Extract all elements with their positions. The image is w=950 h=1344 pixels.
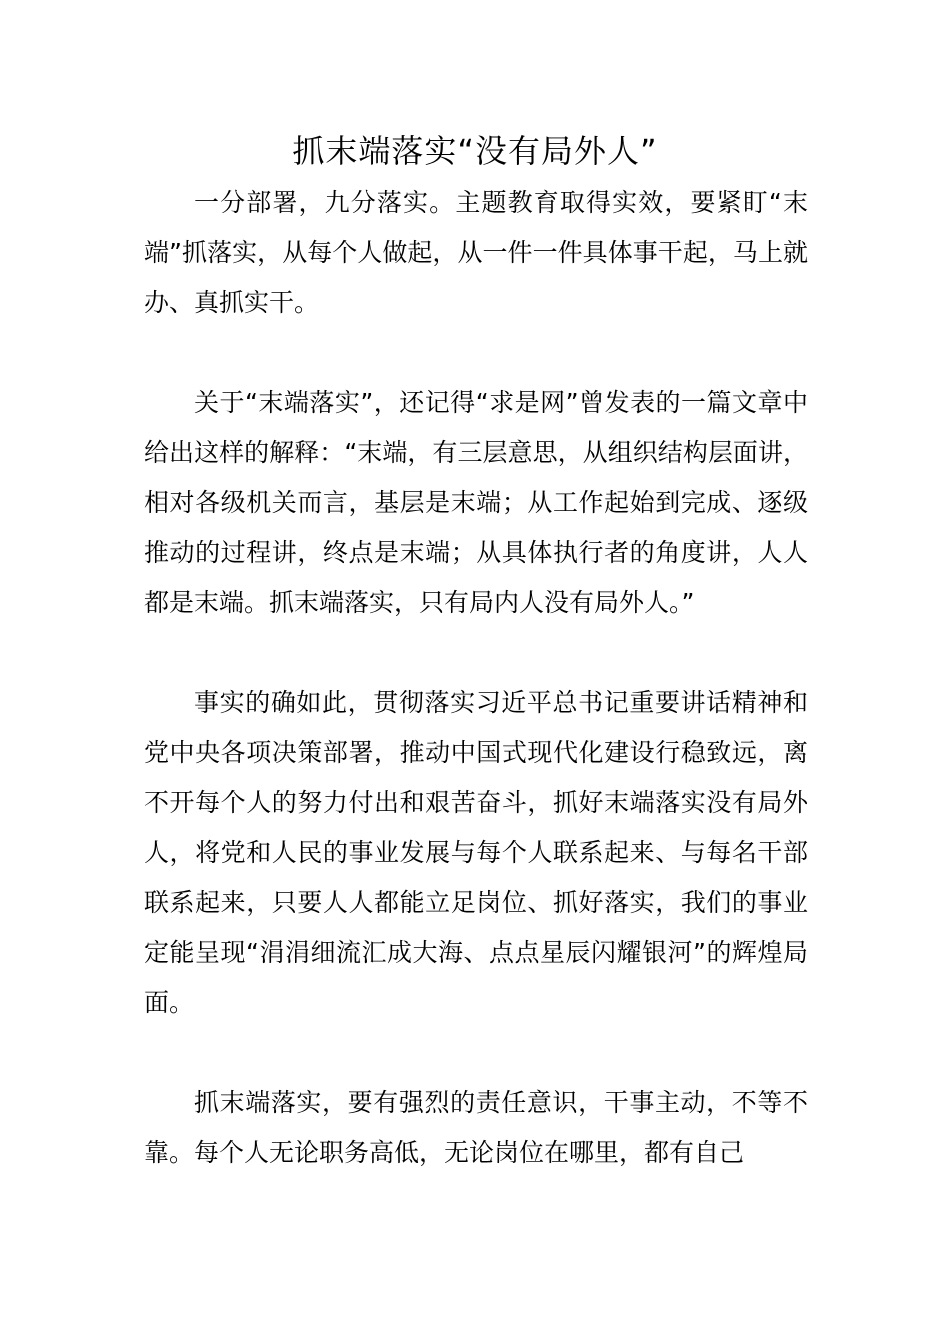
paragraph-4: 抓末端落实，要有强烈的责任意识，干事主动，不等不靠。每个人无论职务高低，无论岗位在哪里，都有自己 — [144, 1088, 808, 1167]
paragraph-2: 关于“末端落实”，还记得“求是网”曾发表的一篇文章中给出这样的解释：“末端，有三层意思，从组织结构层面讲，相对各级机关而言，基层是末端；从工作起始到完成、逐级推动的过程讲，终点是末端；从具体执行者的角度讲，人人都是末端。抓末端落实，只有局内人没有局外人。” — [144, 388, 808, 617]
paragraph-1: 一分部署，九分落实。主题教育取得实效，要紧盯“末端”抓落实，从每个人做起，从一件一件具体事干起，马上就办、真抓实干。 — [144, 188, 808, 317]
paragraph-3: 事实的确如此，贯彻落实习近平总书记重要讲话精神和党中央各项决策部署，推动中国式现代化建设行稳致远，离不开每个人的努力付出和艰苦奋斗，抓好末端落实没有局外人，将党和人民的事业发展与每个人联系起来、与每名干部联系起来，只要人人都能立足岗位、抓好落实，我们的事业定能呈现“涓涓细流汇成大海、点点星辰闪耀银河”的辉煌局面。 — [144, 688, 808, 1017]
document-body — [144, 178, 808, 1228]
document-title: 抓末端落实“没有局外人” — [292, 132, 658, 170]
